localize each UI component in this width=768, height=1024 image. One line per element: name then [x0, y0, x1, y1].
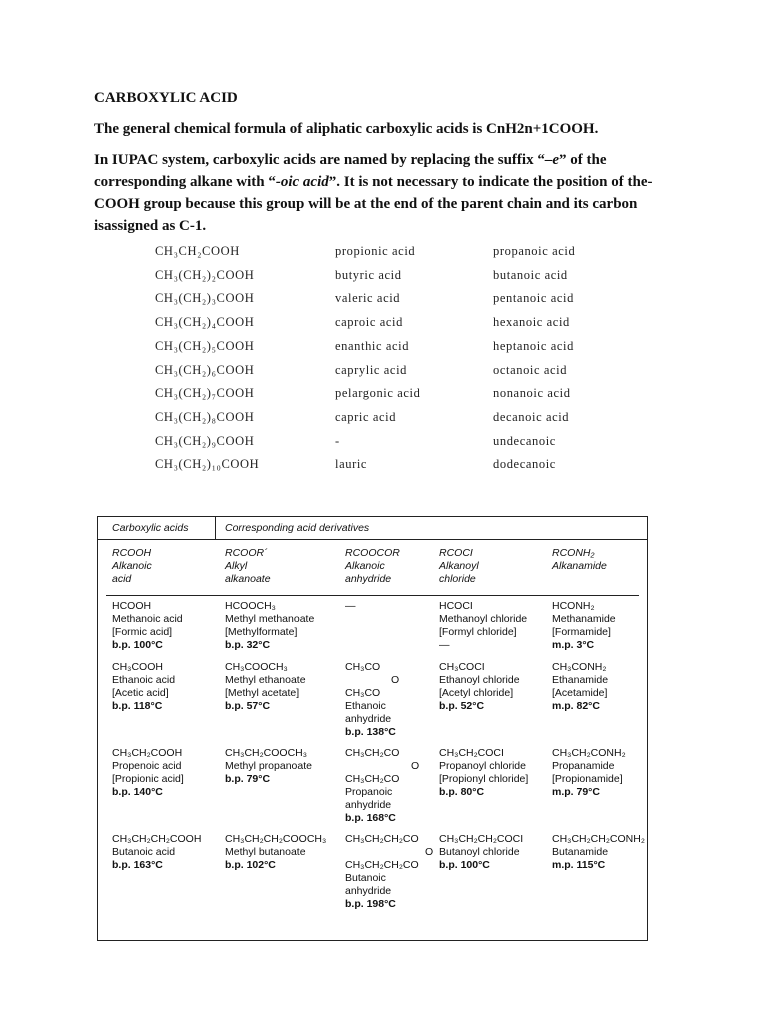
- compound-label: Butanoyl chloride: [439, 846, 520, 858]
- common-name: enanthic acid: [335, 338, 410, 353]
- compound-formula: CH₃CH₂CH₂COCI: [439, 833, 524, 845]
- general-formula-paragraph: The general chemical formula of aliphatic carboxylic acids is CnH2n+1COOH.: [94, 121, 599, 137]
- iupac-name: heptanoic acid: [493, 338, 574, 353]
- group-formula: RCOOCOR: [345, 547, 400, 559]
- compound-formula: CH₃CH₂COOCH₃: [225, 747, 308, 759]
- compound-label: Ethanoic acid: [112, 674, 176, 686]
- table-cell: [439, 833, 523, 872]
- compound-label: Methyl methanoate: [225, 613, 315, 625]
- table-cell: [439, 747, 528, 799]
- table-cell: [552, 833, 645, 872]
- table-cell: [345, 661, 399, 739]
- compound-label: —: [439, 639, 450, 651]
- table-cell: [112, 833, 201, 872]
- compound-label: [Formamide]: [552, 626, 611, 638]
- compound-label: Methyl butanoate: [225, 846, 306, 858]
- boiling-melting-point: b.p. 32°C: [225, 639, 271, 651]
- condensed-formula: CH₃(CH₂)₄COOH: [155, 315, 255, 330]
- compound-label: anhydride: [345, 713, 392, 725]
- iupac-name: dodecanoic: [493, 457, 556, 472]
- table-cell: [225, 600, 314, 652]
- boiling-melting-point: b.p. 138°C: [345, 726, 396, 738]
- group-formula: RCOOH: [112, 547, 152, 559]
- table-cell: [112, 600, 183, 652]
- header-acid-derivatives: Corresponding acid derivatives: [225, 522, 370, 534]
- group-name: alkanoate: [225, 573, 271, 585]
- group-header-cell: [345, 547, 400, 586]
- common-name: propionic acid: [335, 244, 416, 258]
- boiling-melting-point: m.p. 82°C: [552, 700, 600, 712]
- compound-formula: CH₃CO: [345, 661, 381, 673]
- boiling-melting-point: b.p. 198°C: [345, 898, 396, 910]
- group-header-cell: [552, 547, 607, 573]
- group-rule: [106, 595, 639, 596]
- group-name: Alkanoyl: [439, 560, 479, 572]
- condensed-formula: CH₃(CH₂)₈COOH: [155, 409, 255, 424]
- compound-formula: CH₃CONH₂: [552, 661, 607, 673]
- para-part-d: -oic acid: [275, 174, 329, 190]
- compound-formula: CH₃CH₂CH₂COOH: [112, 833, 202, 845]
- table-cell: [345, 600, 356, 613]
- boiling-melting-point: b.p. 168°C: [345, 812, 396, 824]
- compound-label: [Formyl chloride]: [439, 626, 517, 638]
- boiling-melting-point: m.p. 3°C: [552, 639, 595, 651]
- iupac-name: hexanoic acid: [493, 315, 570, 330]
- header-rule: [98, 539, 647, 540]
- group-name: chloride: [439, 573, 476, 585]
- para-part-a: In IUPAC system, carboxylic acids are named by replacing the suffix “: [94, 152, 545, 168]
- group-name: Alkanoic: [112, 560, 152, 572]
- acid-derivatives-table: [97, 516, 648, 941]
- table-cell: [112, 661, 175, 713]
- para-part-e: ”. It is not necessary to indicate the position of the-COOH group because this group will be at the end of the parent chain and its carbon isassigned as C-1.: [94, 174, 653, 234]
- condensed-formula: CH₃CH₂COOH: [155, 244, 240, 258]
- page-title: CARBOXYLIC ACID: [94, 90, 238, 106]
- common-name: pelargonic acid: [335, 386, 421, 401]
- compound-label: Butanoic: [345, 872, 386, 884]
- boiling-melting-point: b.p. 79°C: [225, 773, 271, 785]
- boiling-melting-point: m.p. 115°C: [552, 859, 606, 871]
- table-cell: [345, 747, 419, 825]
- compound-label: [Methylformate]: [225, 626, 298, 638]
- compound-label: [Acetyl chloride]: [439, 687, 514, 699]
- condensed-formula: CH₃(CH₂)₁₀COOH: [155, 457, 260, 472]
- group-name: Alkanoic: [345, 560, 385, 572]
- compound-label: Ethanoyl chloride: [439, 674, 520, 686]
- iupac-name: undecanoic: [493, 433, 556, 448]
- table-cell: [112, 747, 184, 799]
- condensed-formula: CH₃(CH₂)₉COOH: [155, 433, 255, 448]
- compound-label: Methanamide: [552, 613, 616, 625]
- common-name: valeric acid: [335, 291, 401, 306]
- compound-formula: CH₃CH₂COOH: [112, 747, 183, 759]
- compound-label: CH₃CO: [345, 687, 381, 699]
- compound-formula: CH₃COOH: [112, 661, 163, 673]
- iupac-name: butanoic acid: [493, 267, 568, 282]
- compound-label: CH₃CH₂CH₂CO: [345, 859, 419, 871]
- iupac-naming-paragraph: [94, 149, 654, 237]
- compound-formula: HCONH₂: [552, 600, 595, 612]
- table-cell: [552, 747, 626, 799]
- iupac-name: pentanoic acid: [493, 291, 574, 306]
- boiling-melting-point: b.p. 80°C: [439, 786, 485, 798]
- compound-label: Methanoyl chloride: [439, 613, 528, 625]
- compound-formula: HCOOH: [112, 600, 152, 612]
- table-cell: [439, 600, 527, 652]
- compound-label: anhydride: [345, 885, 392, 897]
- compound-formula: HCOOCH₃: [225, 600, 276, 612]
- compound-formula: —: [345, 600, 356, 612]
- compound-label: Propanamide: [552, 760, 615, 772]
- compound-label: [Formic acid]: [112, 626, 173, 638]
- group-header-cell: [439, 547, 479, 586]
- common-name: butyric acid: [335, 267, 402, 282]
- compound-label: [Acetamide]: [552, 687, 608, 699]
- table-cell: [225, 661, 306, 713]
- common-name: lauric: [335, 457, 368, 472]
- group-formula: RCOCI: [439, 547, 473, 559]
- condensed-formula: CH₃(CH₂)₅COOH: [155, 338, 255, 353]
- compound-formula: CH₃COCI: [439, 661, 485, 673]
- compound-label: [Methyl acetate]: [225, 687, 300, 699]
- compound-label: Ethanoic: [345, 700, 386, 712]
- compound-formula: CH₃CH₂COCI: [439, 747, 504, 759]
- common-name: caprylic acid: [335, 362, 407, 377]
- compound-label: CH₃CH₂CO: [345, 773, 400, 785]
- compound-label: Methyl propanoate: [225, 760, 312, 772]
- compound-label: [Propionamide]: [552, 773, 623, 785]
- header-divider: [215, 517, 216, 539]
- boiling-melting-point: b.p. 140°C: [112, 786, 163, 798]
- compound-label: Propenoic acid: [112, 760, 182, 772]
- compound-formula: CH₃CH₂CONH₂: [552, 747, 626, 759]
- group-header-cell: [112, 547, 152, 586]
- compound-formula: HCOCI: [439, 600, 473, 612]
- group-name: Alkanamide: [552, 560, 607, 572]
- table-cell: [225, 833, 326, 872]
- compound-label: [Propionyl chloride]: [439, 773, 529, 785]
- table-cell: [345, 833, 433, 911]
- para-part-b: –e: [544, 152, 559, 168]
- compound-label: Butanoic acid: [112, 846, 176, 858]
- group-formula: RCOOR´: [225, 547, 268, 559]
- boiling-melting-point: b.p. 100°C: [439, 859, 490, 871]
- table-cell: [552, 600, 616, 652]
- compound-label: [Propionic acid]: [112, 773, 184, 785]
- compound-label: Butanamide: [552, 846, 609, 858]
- condensed-formula: CH₃(CH₂)₂COOH: [155, 267, 255, 282]
- group-header-cell: [225, 547, 271, 586]
- group-formula: RCONH₂: [552, 547, 595, 559]
- compound-formula: CH₃CH₂CH₂CONH₂: [552, 833, 645, 845]
- boiling-melting-point: b.p. 163°C: [112, 859, 163, 871]
- boiling-melting-point: b.p. 52°C: [439, 700, 485, 712]
- common-name: -: [335, 433, 340, 448]
- compound-formula: CH₃COOCH₃: [225, 661, 288, 673]
- common-name: capric acid: [335, 409, 397, 424]
- compound-label: O: [425, 846, 434, 858]
- compound-label: [Acetic acid]: [112, 687, 169, 699]
- compound-formula: CH₃CH₂CH₂CO: [345, 833, 419, 845]
- compound-label: anhydride: [345, 799, 392, 811]
- condensed-formula: CH₃(CH₂)₃COOH: [155, 291, 255, 306]
- compound-formula: CH₃CH₂CO: [345, 747, 400, 759]
- boiling-melting-point: b.p. 57°C: [225, 700, 271, 712]
- iupac-name: propanoic acid: [493, 244, 576, 258]
- table-cell: [552, 661, 608, 713]
- condensed-formula: CH₃(CH₂)₆COOH: [155, 362, 255, 377]
- table-cell: [225, 747, 312, 786]
- compound-formula: CH₃CH₂CH₂COOCH₃: [225, 833, 327, 845]
- para-part-c: ” of the corresponding alkane with “: [94, 152, 607, 190]
- condensed-formula: CH₃(CH₂)₇COOH: [155, 386, 255, 401]
- compound-label: Methanoic acid: [112, 613, 183, 625]
- group-name: Alkyl: [225, 560, 248, 572]
- compound-label: Propanoyl chloride: [439, 760, 526, 772]
- compound-label: O: [411, 760, 420, 772]
- table-cell: [439, 661, 520, 713]
- compound-label: O: [391, 674, 400, 686]
- header-carboxylic-acids: Carboxylic acids: [112, 522, 189, 534]
- compound-label: Methyl ethanoate: [225, 674, 306, 686]
- group-name: anhydride: [345, 573, 392, 585]
- common-name: caproic acid: [335, 315, 403, 330]
- boiling-melting-point: b.p. 100°C: [112, 639, 163, 651]
- iupac-name: octanoic acid: [493, 362, 568, 377]
- compound-label: Propanoic: [345, 786, 393, 798]
- compound-label: Ethanamide: [552, 674, 609, 686]
- boiling-melting-point: b.p. 118°C: [112, 700, 163, 712]
- boiling-melting-point: m.p. 79°C: [552, 786, 600, 798]
- group-name: acid: [112, 573, 132, 585]
- iupac-name: decanoic acid: [493, 409, 570, 424]
- iupac-name: nonanoic acid: [493, 386, 571, 401]
- boiling-melting-point: b.p. 102°C: [225, 859, 276, 871]
